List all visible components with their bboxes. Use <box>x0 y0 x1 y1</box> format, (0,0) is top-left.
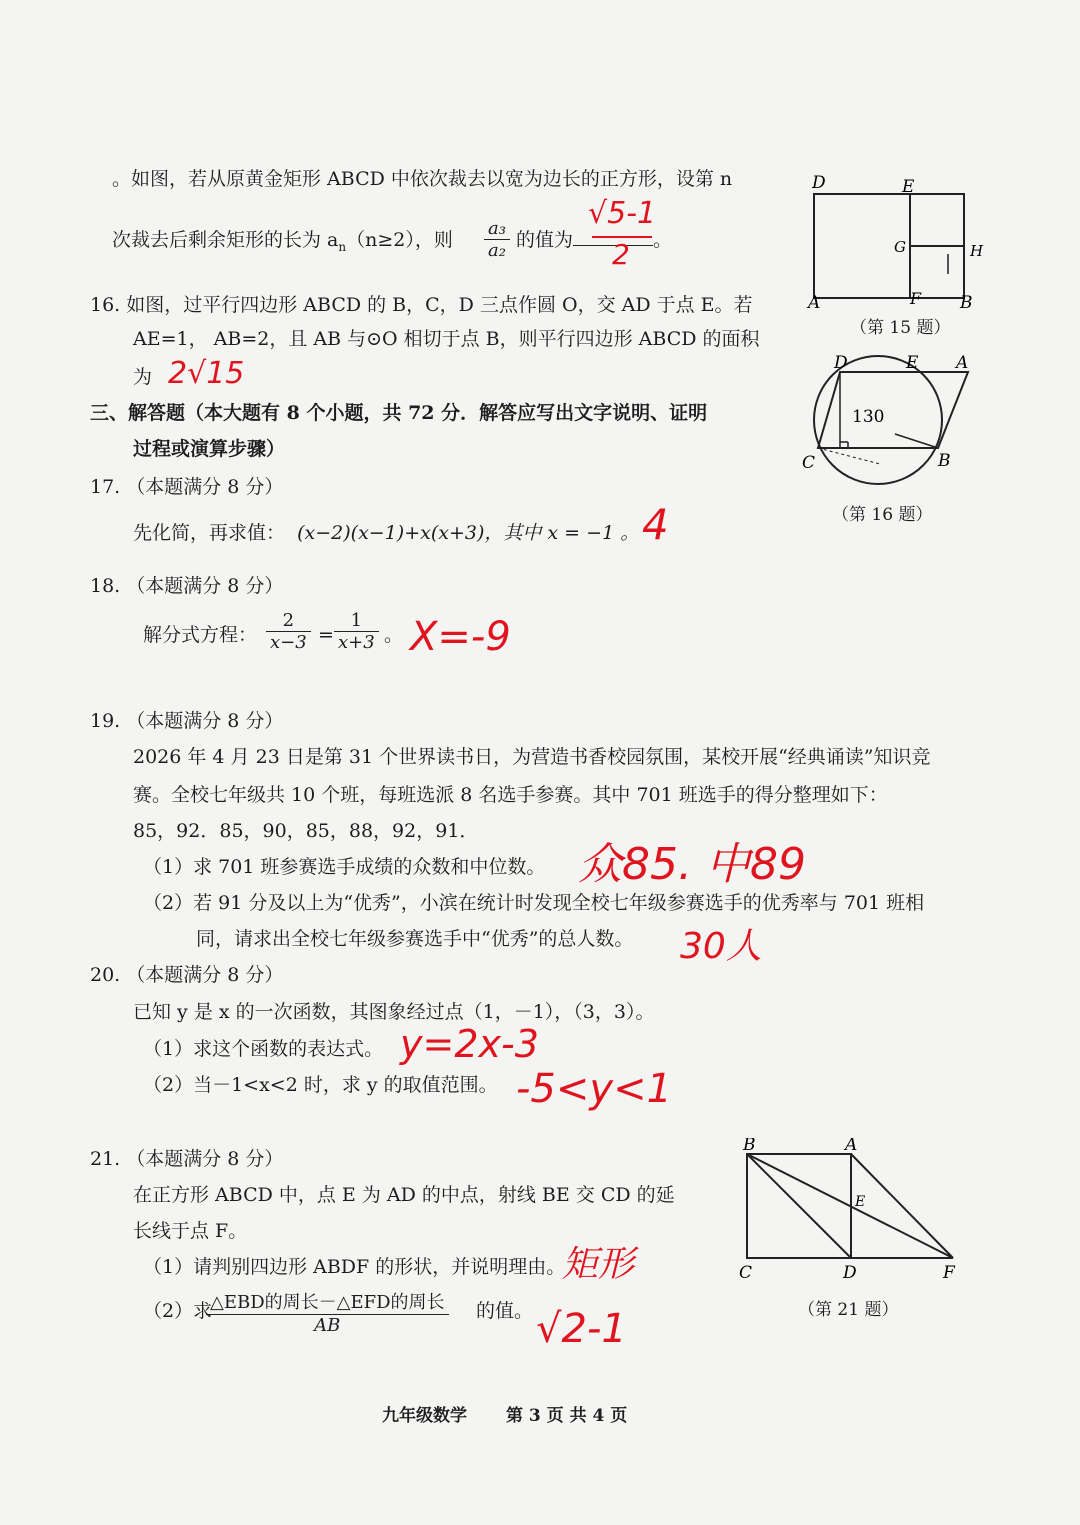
q19-line2: 赛。全校七年级共 10 个班，每班选派 8 名选手参赛。其中 701 班选手的得分整理如下： <box>133 784 888 806</box>
q19-part2-line2: 同，请求出全校七年级参赛选手中“优秀”的总人数。 <box>196 928 634 950</box>
q17-question: 先化简，再求值： (x−2)(x−1)+x(x+3)，其中 x = −1 。 <box>133 522 640 544</box>
q16-answer: 2√15 <box>168 356 245 391</box>
footer-page-number: 第 3 页 共 4 页 <box>506 1406 628 1426</box>
fig21-label-a: A <box>845 1138 858 1155</box>
fig15-label-d: D <box>812 173 826 193</box>
q19-part1: （1）求 701 班参赛选手成绩的众数和中位数。 <box>143 856 546 878</box>
q19-line1: 2026 年 4 月 23 日是第 31 个世界读书日，为营造书香校园氛围，某校开展“经典诵读”知识竞 <box>133 746 931 768</box>
q21-part2-label: （2）求 <box>143 1300 213 1322</box>
fig16-label-b: B <box>938 451 951 471</box>
q16-line2: AE=1， AB=2，且 AB 与⊙O 相切于点 B，则平行四边形 ABCD 的面积 <box>133 328 760 350</box>
fig16-handwritten-mark: 130 <box>852 407 885 427</box>
q15-answer-numerator: √5-1 <box>588 196 657 231</box>
q19-scores: 85，92．85，90，85，88，92，91． <box>133 820 479 842</box>
figure-15-caption: （第 15 题） <box>850 318 951 338</box>
q18-fraction-right: $\frac{1}{x+3}$ <box>334 610 379 653</box>
section3-title: 三、解答题（本大题有 8 个小题，共 72 分．解答应写出文字说明、证明 <box>90 402 708 424</box>
q21-heading: 21. （本题满分 8 分） <box>90 1148 284 1170</box>
q21-line2: 长线于点 F。 <box>133 1220 248 1242</box>
fig16-label-e: E <box>906 353 919 373</box>
q17-heading: 17. （本题满分 8 分） <box>90 476 284 498</box>
q15-line1: 。如图，若从原黄金矩形 ABCD 中依次裁去以宽为边长的正方形，设第 n <box>112 168 733 190</box>
q19-answer-part1: 众85. 中89 <box>578 839 806 890</box>
fig21-label-e: E <box>855 1194 866 1210</box>
figure-21-caption: （第 21 题） <box>798 1300 899 1320</box>
fig15-label-b: B <box>960 293 973 313</box>
q21-part1: （1）请判别四边形 ABDF 的形状，并说明理由。 <box>143 1256 566 1278</box>
q18-end: 。 <box>384 624 404 646</box>
fig16-label-a: A <box>956 353 969 373</box>
fig21-label-c: C <box>739 1263 753 1283</box>
q15-value-label: 的值为 。 <box>516 229 673 251</box>
fig16-label-d: D <box>834 353 848 373</box>
figure-16-caption: （第 16 题） <box>832 505 933 525</box>
q15-answer-denominator: 2 <box>612 238 630 271</box>
q20-part2: （2）当－1<x<2 时，求 y 的取值范围。 <box>143 1074 498 1096</box>
q19-part2-line1: （2）若 91 分及以上为“优秀”，小滨在统计时发现全校七年级参赛选手的优秀率与 701 班相 <box>143 892 925 914</box>
q19-heading: 19. （本题满分 8 分） <box>90 710 284 732</box>
q21-answer-part1: 矩形 <box>562 1244 635 1285</box>
fig15-label-f: F <box>910 289 922 308</box>
q21-part2-end: 的值。 <box>476 1300 534 1322</box>
q20-heading: 20. （本题满分 8 分） <box>90 964 284 986</box>
footer-subject: 九年级数学 <box>382 1406 467 1426</box>
q15-fraction: $\frac{\text{a₃}}{\text{a₂}}$ <box>484 218 510 261</box>
fig15-label-g: G <box>894 238 906 256</box>
q19-answer-part2: 30人 <box>680 926 762 967</box>
fig21-label-d: D <box>843 1263 857 1283</box>
q15-line2: 次裁去后剩余矩形的长为 $a_n(n\ge 2)$，则 <box>112 229 453 254</box>
q21-line1: 在正方形 ABCD 中，点 E 为 AD 的中点，射线 BE 交 CD 的延 <box>133 1184 675 1206</box>
q20-line1: 已知 y 是 x 的一次函数，其图象经过点（1，－1），（3，3）。 <box>133 1001 655 1023</box>
section3-title-cont: 过程或演算步骤） <box>133 438 286 460</box>
fig21-label-b: B <box>743 1138 756 1155</box>
q20-part1: （1）求这个函数的表达式。 <box>143 1038 384 1060</box>
q18-answer: X=-9 <box>410 614 511 660</box>
q20-answer-part1: y=2x-3 <box>400 1022 539 1066</box>
q17-answer: 4 <box>642 500 669 549</box>
fig15-label-h: H <box>970 242 984 260</box>
q18-equals: = <box>318 624 334 646</box>
q18-fraction-left: $\frac{2}{x-3}$ <box>266 610 311 653</box>
q18-heading: 18. （本题满分 8 分） <box>90 575 284 597</box>
q16-line1: 16. 如图，过平行四边形 ABCD 的 B，C，D 三点作圆 O，交 AD 于点 E。若 <box>90 294 753 316</box>
q18-label: 解分式方程： <box>143 624 258 646</box>
fig15-label-e: E <box>902 177 915 197</box>
fig21-label-f: F <box>943 1263 955 1283</box>
q21-fraction: △EBD的周长－△EFD的周长 AB <box>206 1288 449 1336</box>
fig16-label-c: C <box>802 453 816 473</box>
fig15-label-a: A <box>808 293 821 313</box>
figure-21 <box>735 1138 965 1288</box>
figure-16 <box>800 352 990 502</box>
q20-answer-part2: -5<y<1 <box>516 1066 673 1112</box>
q16-line3: 为 <box>133 366 153 388</box>
q21-answer-part2: √2-1 <box>536 1306 627 1352</box>
